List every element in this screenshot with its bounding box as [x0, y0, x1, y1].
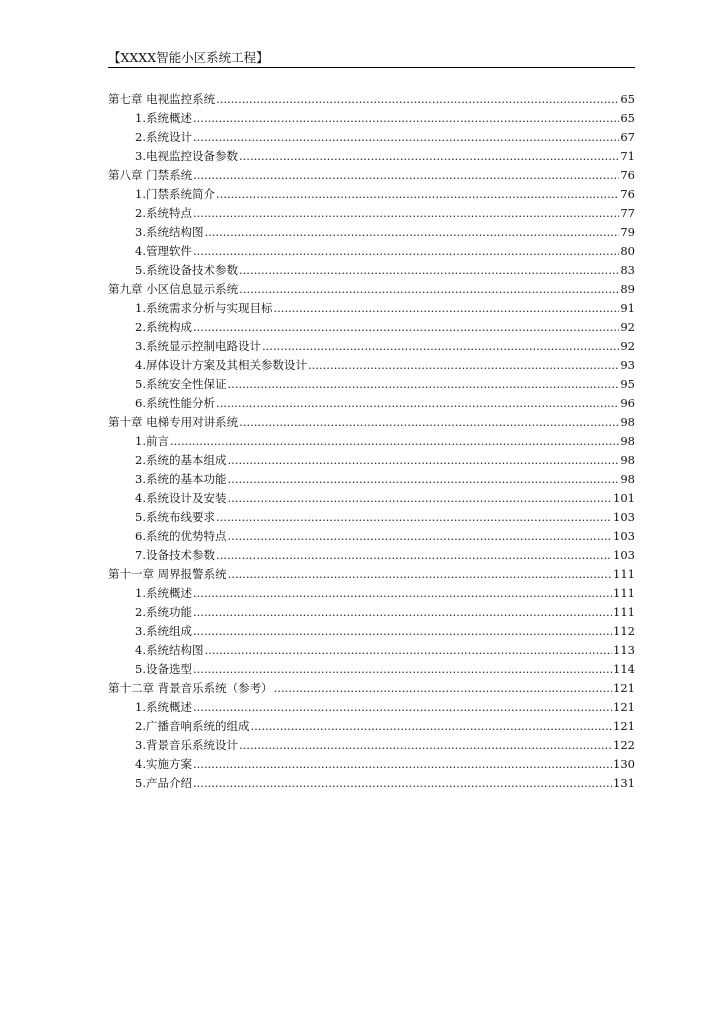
- toc-entry-title: 3.系统结构图: [135, 225, 204, 239]
- toc-dot-leader: [193, 622, 612, 641]
- toc-dot-leader: [204, 223, 619, 242]
- toc-dot-leader: [193, 755, 612, 774]
- toc-entry-title: 1.系统需求分析与实现目标: [135, 301, 273, 315]
- toc-page-number: 112: [613, 624, 635, 638]
- toc-section-entry[interactable]: [108, 641, 635, 660]
- toc-entry-title: 第七章 电视监控系统: [108, 92, 216, 106]
- toc-dot-leader: [262, 337, 619, 356]
- toc-entry-title: 3.系统显示控制电路设计: [135, 339, 261, 353]
- toc-page-number: 111: [613, 605, 635, 619]
- toc-dot-leader: [204, 641, 612, 660]
- toc-section-entry[interactable]: [108, 128, 635, 147]
- toc-entry-title: 3.背景音乐系统设计: [135, 738, 238, 752]
- toc-dot-leader: [193, 603, 612, 622]
- toc-page-number: 92: [620, 339, 635, 353]
- toc-page-number: 121: [613, 700, 635, 714]
- toc-entry-title: 1.系统概述: [135, 111, 192, 125]
- toc-section-entry[interactable]: [108, 299, 635, 318]
- toc-dot-leader: [193, 128, 619, 147]
- toc-page-number: 67: [620, 130, 635, 144]
- toc-dot-leader: [193, 660, 612, 679]
- toc-section-entry[interactable]: [108, 147, 635, 166]
- toc-dot-leader: [216, 185, 619, 204]
- toc-entry-title: 2.广播音响系统的组成: [135, 719, 250, 733]
- toc-dot-leader: [193, 204, 619, 223]
- toc-entry-title: 2.系统特点: [135, 206, 192, 220]
- toc-page-number: 65: [620, 111, 635, 125]
- toc-entry-title: 5.系统安全性保证: [135, 377, 227, 391]
- toc-dot-leader: [227, 470, 619, 489]
- toc-page-number: 114: [613, 662, 635, 676]
- page-header: [108, 48, 635, 68]
- toc-page-number: 65: [620, 92, 635, 106]
- toc-page-number: 122: [613, 738, 635, 752]
- toc-page-number: 95: [620, 377, 635, 391]
- toc-entry-title: 4.实施方案: [135, 757, 192, 771]
- toc-entry-title: 2.系统设计: [135, 130, 192, 144]
- toc-entry-title: 1.系统概述: [135, 700, 192, 714]
- toc-page-number: 71: [620, 149, 635, 163]
- toc-page-number: 76: [620, 168, 635, 182]
- toc-entry-title: 4.屏体设计方案及其相关参数设计: [135, 358, 307, 372]
- toc-dot-leader: [193, 318, 619, 337]
- toc-entry-title: 4.系统设计及安装: [135, 491, 227, 505]
- toc-entry-title: 第九章 小区信息显示系统: [108, 282, 239, 296]
- toc-page-number: 96: [620, 396, 635, 410]
- toc-section-entry[interactable]: [108, 584, 635, 603]
- toc-entry-title: 3.系统的基本功能: [135, 472, 227, 486]
- toc-dot-leader: [239, 261, 619, 280]
- toc-page-number: 103: [613, 510, 635, 524]
- toc-entry-title: 5.系统设备技术参数: [135, 263, 238, 277]
- toc-page-number: 89: [620, 282, 635, 296]
- toc-entry-title: 4.管理软件: [135, 244, 192, 258]
- toc-entry-title: 6.系统性能分析: [135, 396, 215, 410]
- toc-page-number: 83: [620, 263, 635, 277]
- toc-section-entry[interactable]: [108, 736, 635, 755]
- toc-section-entry[interactable]: [108, 527, 635, 546]
- toc-entry-title: 第十一章 周界报警系统: [108, 567, 227, 581]
- toc-section-entry[interactable]: [108, 242, 635, 261]
- toc-dot-leader: [239, 147, 619, 166]
- toc-dot-leader: [228, 565, 612, 584]
- toc-entry-title: 6.系统的优势特点: [135, 529, 227, 543]
- toc-entry-title: 5.产品介绍: [135, 776, 192, 790]
- toc-dot-leader: [239, 736, 612, 755]
- toc-entry-title: 7.设备技术参数: [135, 548, 215, 562]
- toc-entry-title: 3.电视监控设备参数: [135, 149, 238, 163]
- toc-page-number: 93: [620, 358, 635, 372]
- toc-section-entry[interactable]: [108, 774, 635, 793]
- toc-section-entry[interactable]: [108, 261, 635, 280]
- toc-dot-leader: [216, 394, 619, 413]
- toc-dot-leader: [227, 375, 619, 394]
- toc-section-entry[interactable]: [108, 394, 635, 413]
- toc-section-entry[interactable]: [108, 451, 635, 470]
- toc-section-entry[interactable]: [108, 698, 635, 717]
- toc-section-entry[interactable]: [108, 356, 635, 375]
- toc-entry-title: 1.前言: [135, 434, 169, 448]
- toc-page-number: 113: [613, 643, 635, 657]
- toc-section-entry[interactable]: [108, 660, 635, 679]
- toc-entry-title: 5.系统布线要求: [135, 510, 215, 524]
- toc-section-entry[interactable]: [108, 204, 635, 223]
- toc-dot-leader: [274, 679, 612, 698]
- toc-dot-leader: [193, 698, 612, 717]
- toc-entry-title: 2.系统功能: [135, 605, 192, 619]
- toc-dot-leader: [216, 546, 612, 565]
- toc-page-number: 101: [613, 491, 635, 505]
- toc-entry-title: 2.系统构成: [135, 320, 192, 334]
- toc-dot-leader: [273, 299, 619, 318]
- toc-dot-leader: [216, 508, 612, 527]
- toc-page-number: 121: [613, 681, 635, 695]
- toc-page-number: 131: [613, 776, 635, 790]
- toc-dot-leader: [239, 413, 619, 432]
- toc-dot-leader: [170, 432, 619, 451]
- toc-section-entry[interactable]: [108, 432, 635, 451]
- toc-page-number: 103: [613, 548, 635, 562]
- toc-page-number: 77: [620, 206, 635, 220]
- toc-entry-title: 1.门禁系统简介: [135, 187, 215, 201]
- toc-dot-leader: [216, 90, 619, 109]
- toc-page-number: 80: [620, 244, 635, 258]
- toc-dot-leader: [193, 584, 612, 603]
- toc-page-number: 98: [620, 415, 635, 429]
- toc-entry-title: 第八章 门禁系统: [108, 168, 193, 182]
- toc-entry-title: 第十二章 背景音乐系统（参考）: [108, 681, 273, 695]
- header-title: 【XXXX智能小区系统工程】: [108, 50, 269, 65]
- toc-entry-title: 3.系统组成: [135, 624, 192, 638]
- toc-page-number: 98: [620, 453, 635, 467]
- toc-chapter-entry[interactable]: [108, 280, 635, 299]
- toc-page-number: 111: [613, 586, 635, 600]
- toc-section-entry[interactable]: [108, 717, 635, 736]
- toc-entry-title: 2.系统的基本组成: [135, 453, 227, 467]
- toc-chapter-entry[interactable]: [108, 413, 635, 432]
- toc-section-entry[interactable]: [108, 375, 635, 394]
- toc-chapter-entry[interactable]: [108, 565, 635, 584]
- toc-page-number: 121: [613, 719, 635, 733]
- toc-page-number: 79: [620, 225, 635, 239]
- toc-dot-leader: [227, 527, 612, 546]
- toc-entry-title: 第十章 电梯专用对讲系统: [108, 415, 239, 429]
- toc-dot-leader: [239, 280, 619, 299]
- toc-page-number: 92: [620, 320, 635, 334]
- toc-dot-leader: [227, 451, 619, 470]
- toc-section-entry[interactable]: [108, 223, 635, 242]
- toc-page-number: 91: [620, 301, 635, 315]
- toc-chapter-entry[interactable]: [108, 90, 635, 109]
- toc-dot-leader: [193, 242, 619, 261]
- toc-page-number: 98: [620, 434, 635, 448]
- toc-page-number: 103: [613, 529, 635, 543]
- toc-section-entry[interactable]: [108, 185, 635, 204]
- toc-section-entry[interactable]: [108, 337, 635, 356]
- toc-dot-leader: [193, 109, 619, 128]
- toc-page-number: 98: [620, 472, 635, 486]
- toc-section-entry[interactable]: [108, 470, 635, 489]
- table-of-contents: [108, 90, 635, 793]
- toc-dot-leader: [250, 717, 612, 736]
- toc-section-entry[interactable]: [108, 755, 635, 774]
- toc-entry-title: 5.设备选型: [135, 662, 192, 676]
- toc-entry-title: 1.系统概述: [135, 586, 192, 600]
- toc-section-entry[interactable]: [108, 622, 635, 641]
- toc-page-number: 111: [613, 567, 635, 581]
- toc-dot-leader: [193, 166, 619, 185]
- toc-dot-leader: [193, 774, 612, 793]
- toc-chapter-entry[interactable]: [108, 166, 635, 185]
- toc-section-entry[interactable]: [108, 546, 635, 565]
- toc-chapter-entry[interactable]: [108, 679, 635, 698]
- toc-section-entry[interactable]: [108, 489, 635, 508]
- toc-section-entry[interactable]: [108, 318, 635, 337]
- toc-section-entry[interactable]: [108, 109, 635, 128]
- toc-page-number: 76: [620, 187, 635, 201]
- toc-entry-title: 4.系统结构图: [135, 643, 204, 657]
- toc-section-entry[interactable]: [108, 508, 635, 527]
- toc-dot-leader: [227, 489, 612, 508]
- toc-page-number: 130: [613, 757, 635, 771]
- toc-dot-leader: [308, 356, 619, 375]
- toc-section-entry[interactable]: [108, 603, 635, 622]
